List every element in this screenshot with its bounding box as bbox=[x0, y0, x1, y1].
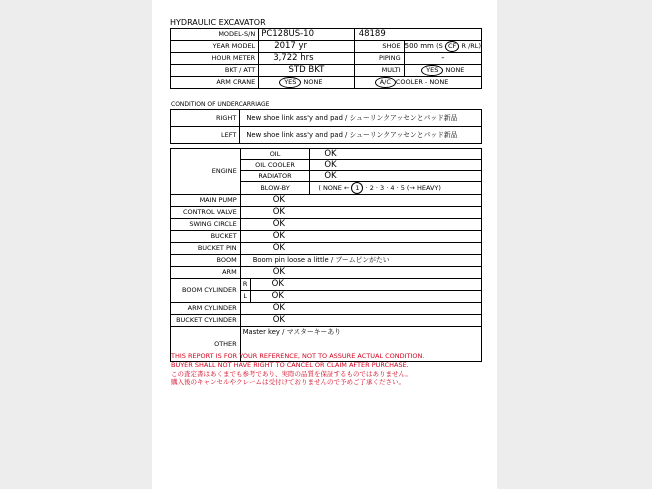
right-value: New shoe link ass'y and pad / シューリンクアッセンとパッド新品 bbox=[240, 110, 482, 127]
bucket-cylinder-value: OK bbox=[240, 315, 481, 327]
arm-label: ARM bbox=[171, 267, 241, 279]
other-value: Master key / マスターキーあり bbox=[240, 327, 481, 362]
control-valve-label: CONTROL VALVE bbox=[171, 207, 241, 219]
swing-circle-label: SWING CIRCLE bbox=[171, 219, 241, 231]
report-title: HYDRAULIC EXCAVATOR bbox=[170, 18, 266, 27]
bucket-cylinder-label: BUCKET CYLINDER bbox=[171, 315, 241, 327]
piping-label: PIPING bbox=[354, 53, 404, 65]
blowby-scale bbox=[310, 182, 482, 195]
oil-cooler-value: OK bbox=[310, 160, 482, 171]
multi-label: MULTI bbox=[354, 65, 404, 77]
hour-value: 3,722 hrs bbox=[259, 53, 355, 65]
arm-crane-label: ARM CRANE bbox=[171, 77, 259, 89]
oil-value: OK bbox=[310, 149, 482, 160]
blowby-start: ( NONE ← bbox=[318, 184, 350, 192]
arm-cylinder-value: OK bbox=[240, 303, 481, 315]
hour-label: HOUR METER bbox=[171, 53, 259, 65]
boom-cyl-l-value: OK bbox=[250, 291, 481, 303]
boom-cyl-r-value: OK bbox=[250, 279, 481, 291]
disclaimer-line-2: BUYER SHALL NOT HAVE RIGHT TO CANCEL OR CLAIM AFTER PURCHASE. bbox=[171, 361, 409, 369]
arm-crane-none: NONE bbox=[303, 78, 323, 86]
model-value: PC128US-10 bbox=[259, 29, 355, 41]
disclaimer-line-4: 購入後のキャンセルやクレームは受付けておりませんので予めご了承ください。 bbox=[171, 378, 405, 386]
left-value: New shoe link ass'y and pad / シューリンクアッセンとパッド新品 bbox=[240, 127, 482, 144]
blowby-label: BLOW-BY bbox=[240, 182, 310, 195]
shoe-opt-r: R /RL bbox=[461, 42, 479, 50]
main-pump-label: MAIN PUMP bbox=[171, 195, 241, 207]
shoe-value: 500 mm bbox=[404, 42, 434, 50]
bucket-pin-label: BUCKET PIN bbox=[171, 243, 241, 255]
boom-value: Boom pin loose a little / ブームピンがたい bbox=[240, 255, 481, 267]
shoe-label: SHOE bbox=[354, 41, 404, 53]
shoe-opt-s: S bbox=[438, 42, 443, 50]
boom-label: BOOM bbox=[171, 255, 241, 267]
multi-cell bbox=[404, 65, 481, 77]
bucket-pin-value: OK bbox=[240, 243, 481, 255]
piping-value: - bbox=[404, 53, 481, 65]
main-pump-value: OK bbox=[240, 195, 481, 207]
year-value: 2017 yr bbox=[259, 41, 355, 53]
undercarriage-table bbox=[170, 109, 482, 144]
arm-value: OK bbox=[240, 267, 481, 279]
machine-info-table bbox=[170, 28, 482, 89]
oil-label: OIL bbox=[240, 149, 310, 160]
bucket-value: OK bbox=[240, 231, 481, 243]
year-label: YEAR MODEL bbox=[171, 41, 259, 53]
radiator-value: OK bbox=[310, 171, 482, 182]
arm-crane-cell bbox=[259, 77, 355, 89]
cooler-none: COOLER - NONE bbox=[395, 78, 449, 86]
radiator-label: RADIATOR bbox=[240, 171, 310, 182]
serial-value: 48189 bbox=[354, 29, 481, 41]
disclaimer-line-1: THIS REPORT IS FOR YOUR REFERENCE, NOT TO ASSURE ACTUAL CONDITION. bbox=[171, 352, 425, 360]
arm-crane-yes: YES bbox=[279, 77, 301, 88]
boom-cylinder-label: BOOM CYLINDER bbox=[171, 279, 241, 303]
blowby-selected: 1 bbox=[351, 182, 363, 194]
arm-cylinder-label: ARM CYLINDER bbox=[171, 303, 241, 315]
right-label: RIGHT bbox=[171, 110, 240, 127]
bkt-value: STD BKT bbox=[259, 65, 355, 77]
disclaimer-line-3: この査定書はあくまでも参考であり、実際の品質を保証するものではありません。 bbox=[171, 370, 412, 378]
left-label: LEFT bbox=[171, 127, 240, 144]
bkt-label: BKT / ATT bbox=[171, 65, 259, 77]
boom-cyl-r-label: R bbox=[240, 279, 250, 291]
shoe-opt-cf: CF bbox=[445, 41, 459, 52]
shoe-cell: 500 mm (S CF R /RL) bbox=[404, 41, 481, 53]
blowby-rest: · 2 · 3 · 4 · 5 (→ HEAVY) bbox=[365, 184, 441, 192]
engine-label: ENGINE bbox=[171, 149, 241, 195]
ac-cell bbox=[354, 77, 481, 89]
multi-yes: YES bbox=[421, 65, 443, 76]
other-label: OTHER bbox=[171, 327, 241, 362]
ac-option: A/C bbox=[375, 77, 396, 88]
oil-cooler-label: OIL COOLER bbox=[240, 160, 310, 171]
control-valve-value: OK bbox=[240, 207, 481, 219]
multi-none: NONE bbox=[445, 66, 465, 74]
inspection-table bbox=[170, 148, 482, 362]
undercarriage-heading: CONDITION OF UNDERCARRIAGE bbox=[171, 101, 270, 108]
boom-cyl-l-label: L bbox=[240, 291, 250, 303]
model-label: MODEL-S/N bbox=[171, 29, 259, 41]
swing-circle-value: OK bbox=[240, 219, 481, 231]
bucket-label: BUCKET bbox=[171, 231, 241, 243]
